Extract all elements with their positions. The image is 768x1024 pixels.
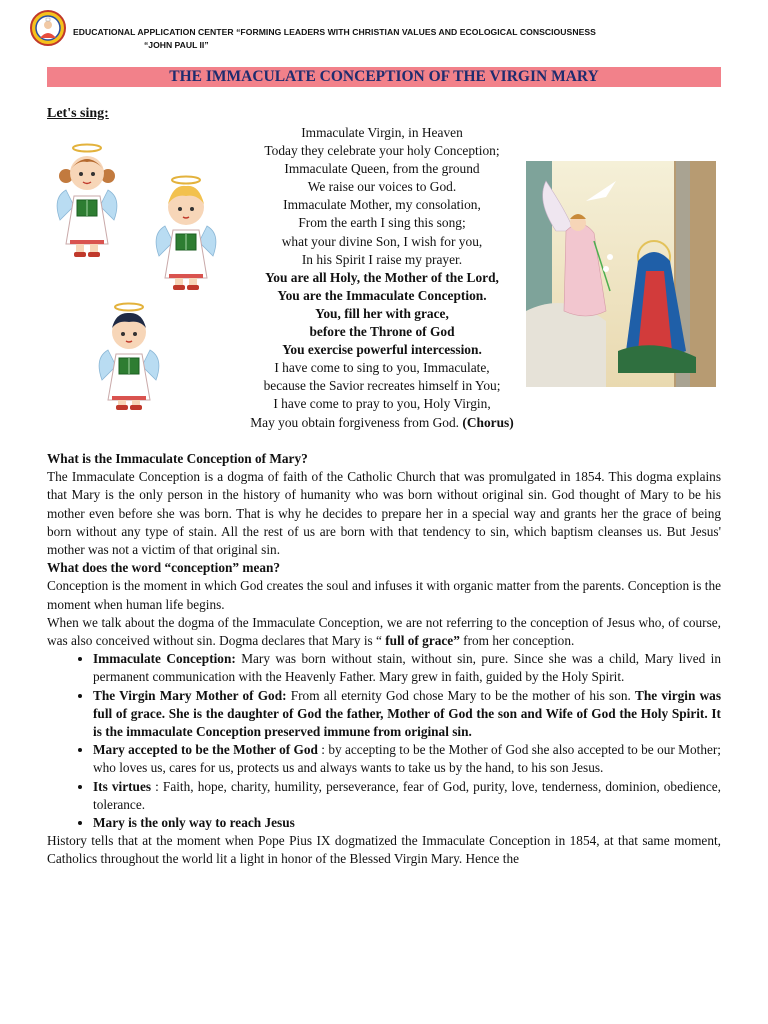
song-line: We raise our voices to God. <box>307 179 457 195</box>
list-item <box>93 687 721 742</box>
list-item-title: Its virtues <box>93 778 152 794</box>
list-item-title: Mary accepted to be the Mother of God <box>93 742 318 758</box>
annunciation-painting <box>526 161 716 387</box>
article-body <box>47 450 721 869</box>
singing-angel-girl-illustration <box>54 140 120 258</box>
song-line: Immaculate Virgin, in Heaven <box>301 125 463 140</box>
list-item-text: : by accepting to be the Mother of God she also accepted to be our Mother; who loves us, cares for us, protects us and always wants to take us by the hand, to his son Jesus. <box>93 742 721 776</box>
song-chorus-line: You are the Immaculate Conception. <box>277 287 487 303</box>
school-patron: “JOHN PAUL II” <box>144 40 209 50</box>
list-item-title: Mary is the only way to reach Jesus <box>93 815 295 831</box>
paragraph <box>47 614 721 650</box>
singing-angel-blond-illustration <box>153 172 219 292</box>
list-item-title: Immaculate Conception: <box>93 651 236 667</box>
paragraph: Conception is the moment in which God creates the soul and infuses it with organic matter from the parents. Conception is the moment when human life begins. <box>47 578 721 612</box>
list-item-text: : Faith, hope, charity, humility, perseverance, fear of God, purity, love, tenderness, dominion, obedience, tolerance. <box>93 778 721 812</box>
paragraph-text: from her conception. <box>459 633 575 649</box>
song-line: Immaculate Mother, my consolation, <box>283 197 481 213</box>
song-lyrics <box>222 124 542 432</box>
singing-angel-darkhair-illustration <box>96 300 162 412</box>
list-item <box>93 741 721 777</box>
song-chorus-line: You, fill her with grace, <box>315 305 449 321</box>
school-name: EDUCATIONAL APPLICATION CENTER “FORMING LEADERS WITH CHRISTIAN VALUES AND ECOLOGICAL CONSCIOUSNESS <box>73 27 596 37</box>
paragraph: History tells that at the moment when Pope Pius IX dogmatized the Immaculate Conception in 1854, at that same moment, Catholics throughout the world lit a light in honor of the Blessed Virgin Mary. Hence the <box>47 833 721 867</box>
song-line: In his Spirit I raise my prayer. <box>301 251 463 267</box>
bullet-list <box>47 650 721 832</box>
list-item-emphasis: The virgin was full of grace. She is the daughter of God the father, Mother of God the son and Wife of God the Holy Spirit. It is the immaculate Conception preserved immune from original sin. <box>93 687 721 740</box>
song-line: Today they celebrate your holy Conception; <box>264 143 500 159</box>
song-chorus-line: before the Throne of God <box>309 324 455 340</box>
paragraph: The Immaculate Conception is a dogma of faith of the Catholic Church that was promulgated in 1854. This dogma explains that Mary is the only person in the history of humanity who was born without original sin. God thought of Mary to be his mother even before she was born. That is why he decides to prepare her in a special way and grants her the grace of being born without any type of stain. All the rest of us are born with that tendency to sin, which baptism cleanses us. But Jesus' mother was not a victim of that original sin. <box>47 469 721 558</box>
paragraph-emphasis: full of grace” <box>385 633 460 649</box>
list-item <box>93 778 721 814</box>
song-chorus-line: You exercise powerful intercession. <box>282 342 482 358</box>
chorus-marker: (Chorus) <box>462 414 514 430</box>
song-line: I have come to sing to you, Immaculate, <box>274 360 490 376</box>
song-chorus-line: You are all Holy, the Mother of the Lord, <box>265 269 499 285</box>
page-title: THE IMMACULATE CONCEPTION OF THE VIRGIN MARY <box>47 67 721 87</box>
list-item <box>93 650 721 686</box>
question-heading: What does the word “conception” mean? <box>47 560 281 576</box>
section-label-sing: Let's sing: <box>47 106 109 121</box>
list-item <box>93 814 721 832</box>
song-line: Immaculate Queen, from the ground <box>284 161 480 177</box>
song-line-final <box>222 414 542 432</box>
song-line: because the Savior recreates himself in You; <box>263 378 501 394</box>
song-line-text: May you obtain forgiveness from God. <box>250 414 463 430</box>
paragraph-text: When we talk about the dogma of the Immaculate Conception, we are not referring to the conception of Jesus who, of course, was also conceived without sin. Dogma declares that Mary is “ <box>47 614 721 649</box>
song-line: From the earth I sing this song; <box>298 215 466 231</box>
list-item-title: The Virgin Mary Mother of God: <box>93 687 287 703</box>
song-line: what your divine Son, I wish for you, <box>281 233 483 249</box>
list-item-text: From all eternity God chose Mary to be the mother of his son. <box>286 687 636 703</box>
school-seal-icon <box>30 10 66 46</box>
list-item-text: Mary was born without stain, without sin, pure. Since she was a child, Mary lived in permanent communication with the Heavenly Father. Mary grew in faith, guided by the Holy Spirit. <box>93 651 721 685</box>
question-heading: What is the Immaculate Conception of Mary? <box>47 451 308 466</box>
song-line: I have come to pray to you, Holy Virgin, <box>273 396 491 412</box>
school-header <box>30 10 750 54</box>
